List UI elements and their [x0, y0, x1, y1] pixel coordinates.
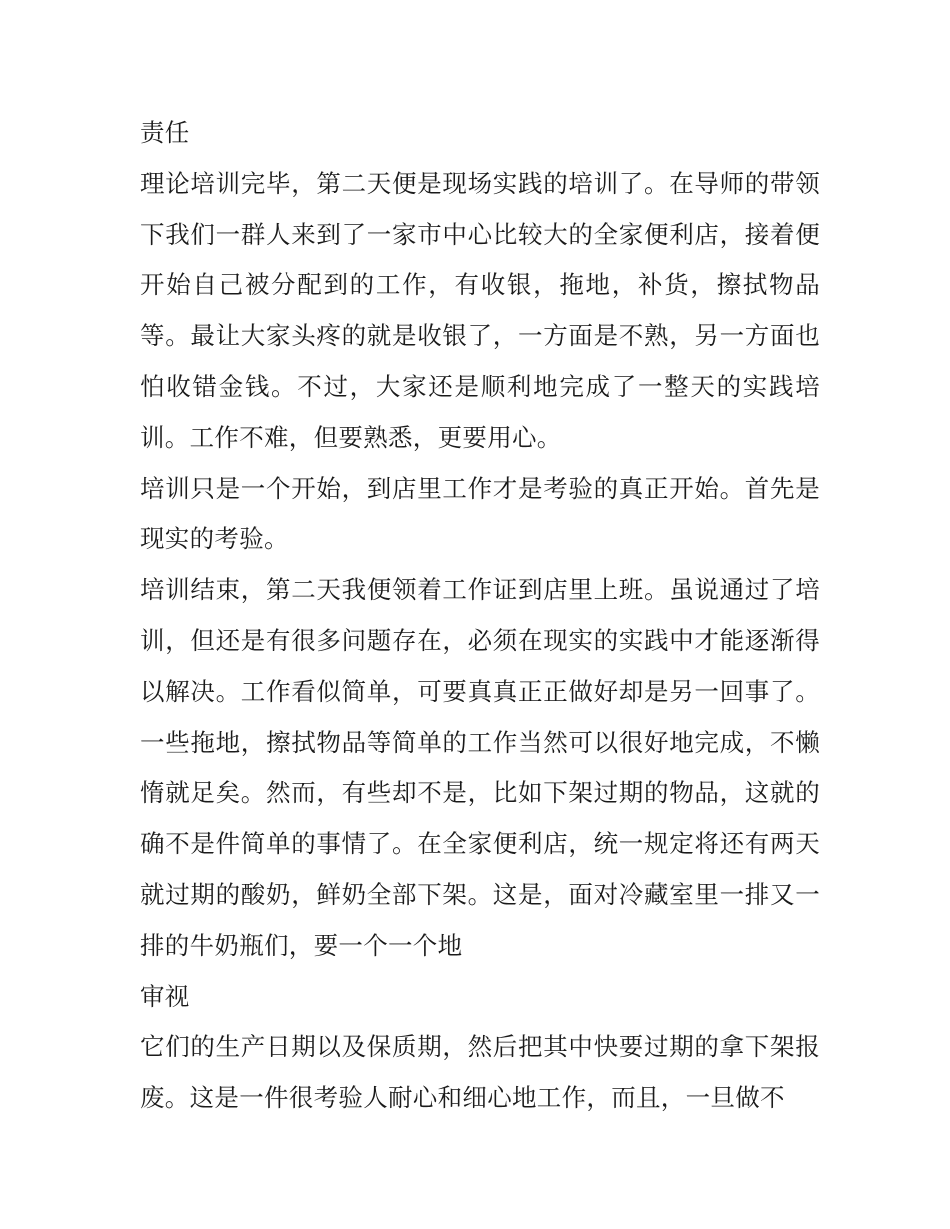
- paragraph-expiry-check: 它们的生产日期以及保质期，然后把其中快要过期的拿下架报废。这是一件很考验人耐心和细心地工作，而且，一旦做不: [140, 1032, 820, 1113]
- paragraph-work-experience: 培训结束，第二天我便领着工作证到店里上班。虽说通过了培训，但还是有很多问题存在，必须在现实的实践中才能逐渐得以解决。工作看似简单，可要真真正正做好却是另一回事了。一些拖地，擦拭物品等简单的工作当然可以很好地完成，不懒惰就足矣。然而，有些却不是，比如下架过期的物品，这就的确不是件简单的事情了。在全家便利店，统一规定将还有两天就过期的酸奶，鲜奶全部下架。这是，面对冷藏室里一排又一排的牛奶瓶们，要一个一个地: [140, 575, 820, 960]
- heading-responsibility: 责任: [140, 118, 190, 147]
- body-text: [140, 108, 820, 1124]
- paragraph-theory-training: 理论培训完毕，第二天便是现场实践的培训了。在导师的带领下我们一群人来到了一家市中心比较大的全家便利店，接着便开始自己被分配到的工作，有收银，拖地，补货，擦拭物品等。最让大家头疼的就是收银了，一方面是不熟，另一方面也怕收错金钱。不过，大家还是顺利地完成了一整天的实践培训。工作不难，但要熟悉，更要用心。: [140, 168, 820, 452]
- heading-inspect: 审视: [140, 981, 190, 1011]
- paragraph-training-start: 培训只是一个开始，到店里工作才是考验的真正开始。首先是现实的考验。: [140, 473, 820, 554]
